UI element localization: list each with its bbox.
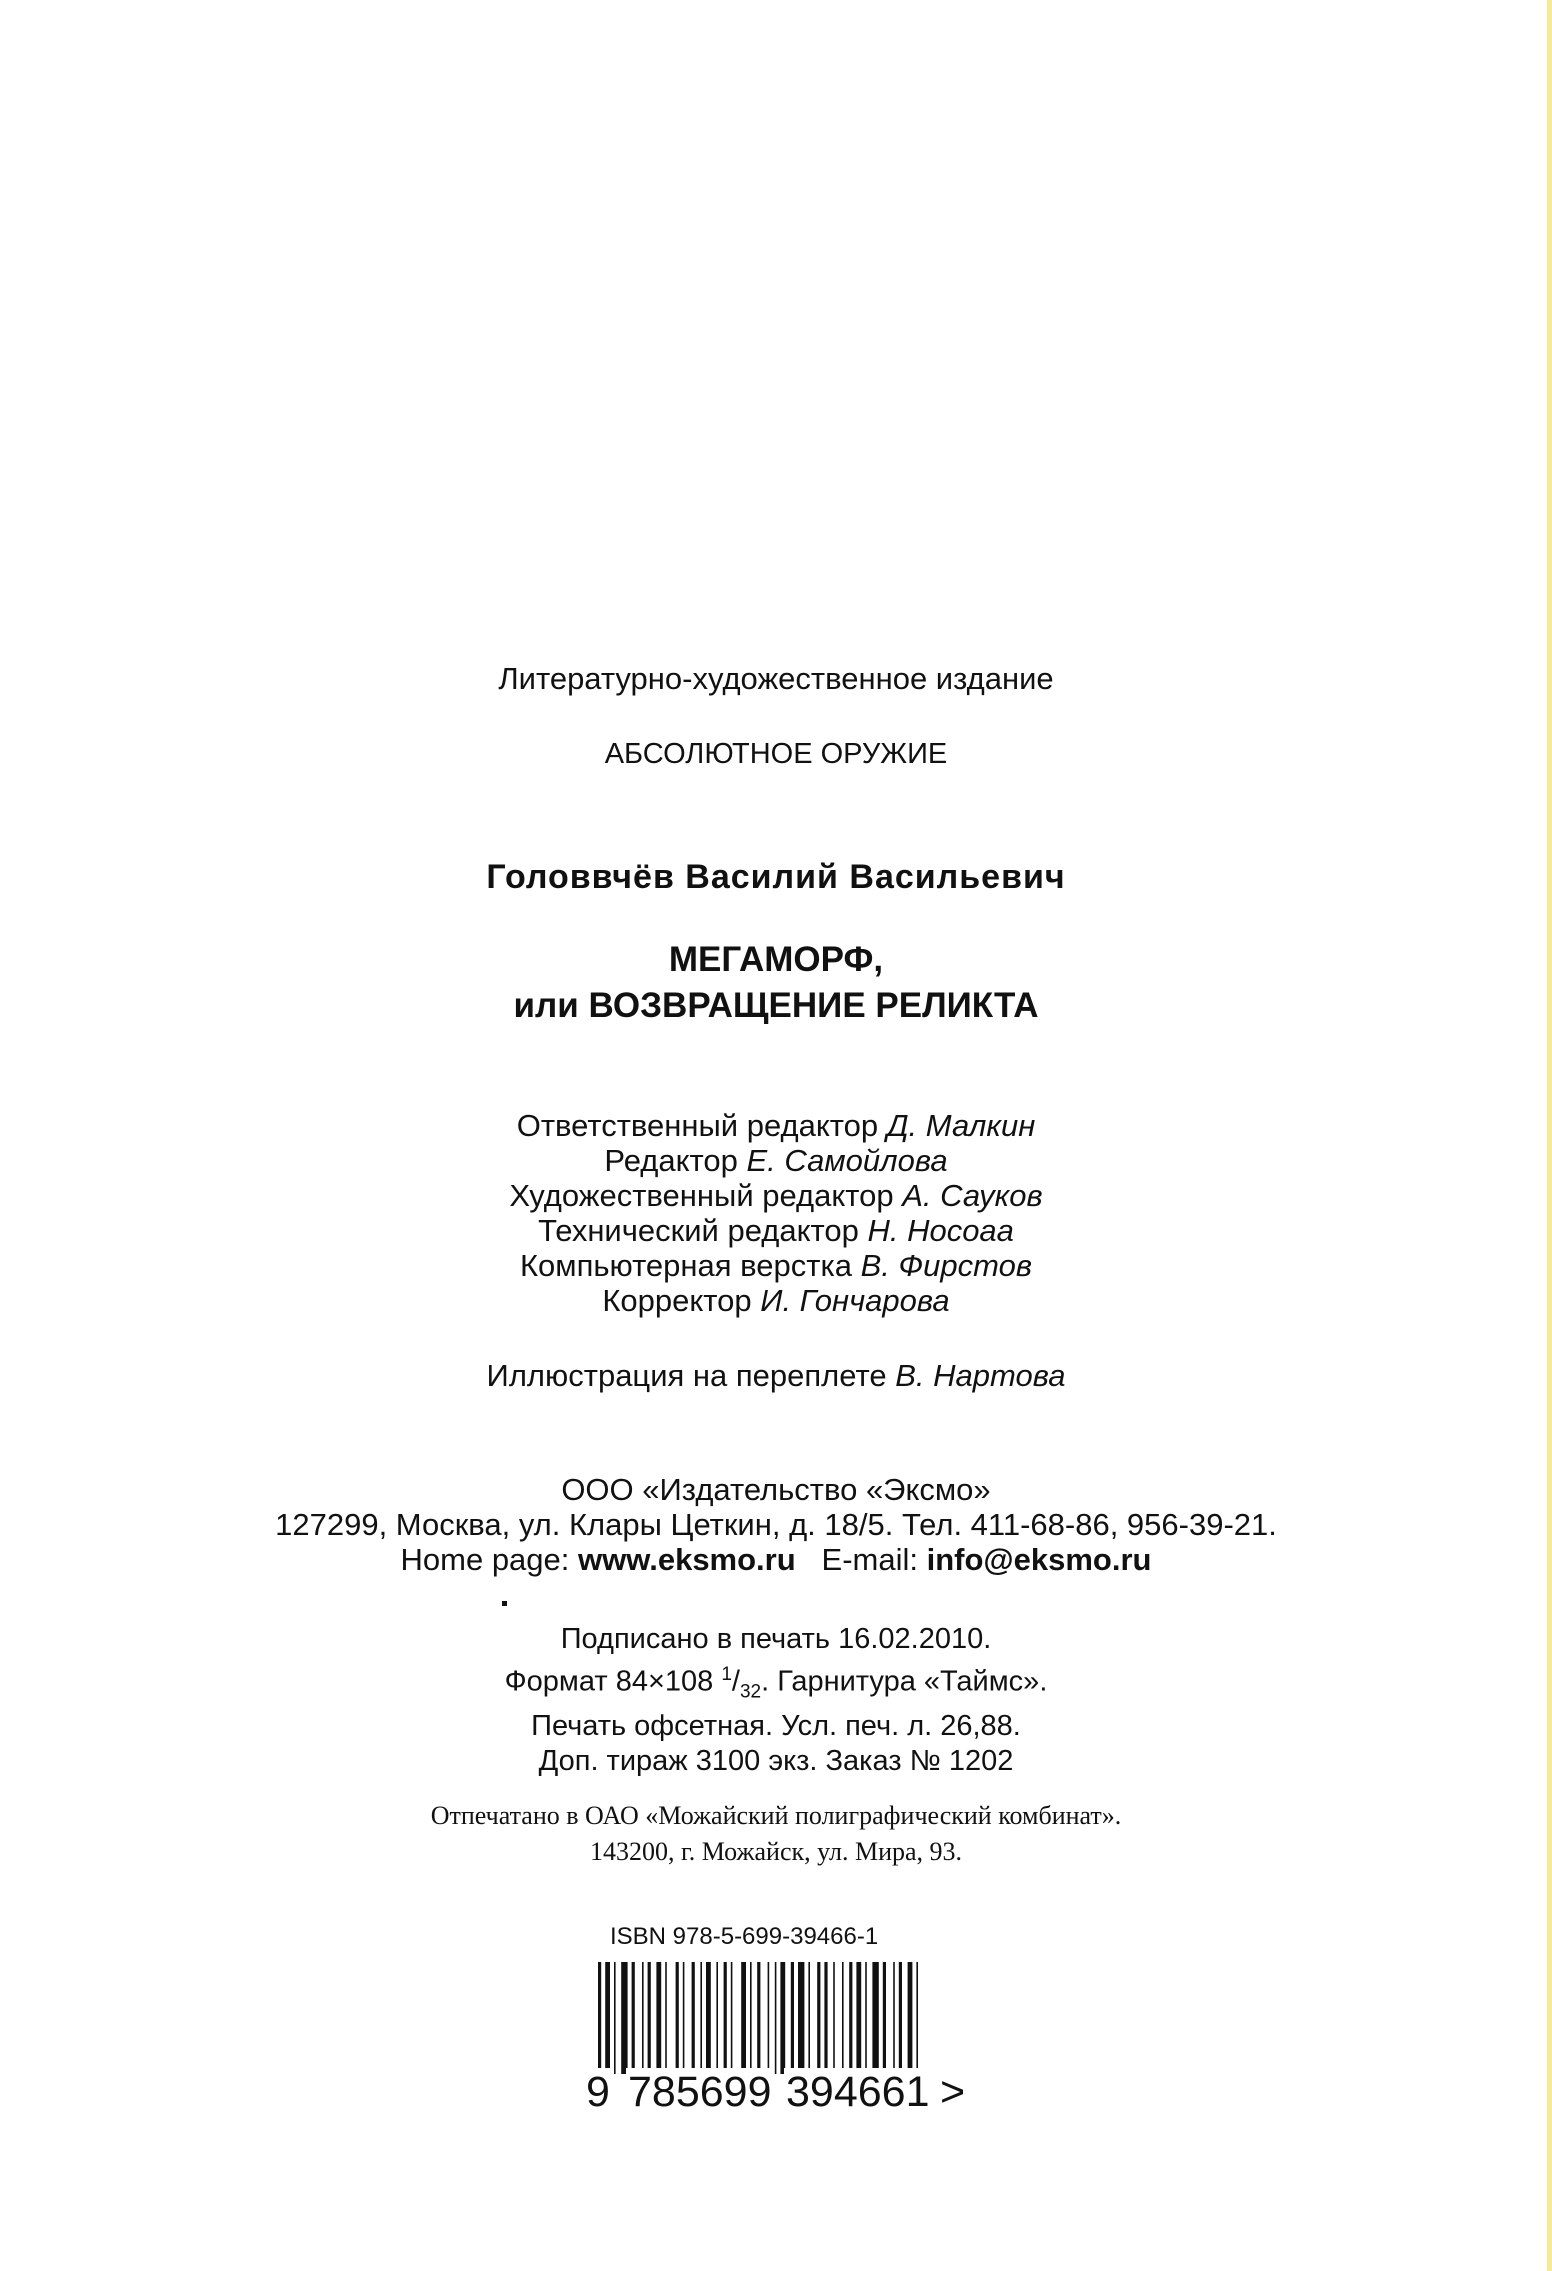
barcode-bar — [731, 1962, 733, 2074]
barcode-bar — [872, 1962, 878, 2074]
barcode-bar — [908, 1962, 913, 2074]
barcode-bar — [893, 1962, 895, 2074]
barcode-bar — [656, 1962, 661, 2074]
barcode-bar — [824, 1962, 827, 2074]
printing-line: Печать офсетная. Усл. печ. л. 26,88. — [531, 1710, 1021, 1743]
barcode-bar — [833, 1962, 835, 2074]
credit-line: Редактор Е. Самойлова — [604, 1143, 948, 1178]
credit-line: Художественный редактор А. Сауков — [509, 1178, 1043, 1213]
credit-line: Технический редактор Н. Носоаа — [538, 1213, 1014, 1248]
book-title-line2: или ВОЗВРАЩЕНИЕ РЕЛИКТА — [513, 986, 1039, 1025]
barcode-bar — [621, 1962, 627, 2074]
isbn-number: ISBN 978-5-699-39466-1 — [610, 1923, 879, 1950]
barcode-end-mark: > — [940, 2068, 966, 2116]
barcode-bar — [706, 1962, 711, 2074]
printer-line2: 143200, г. Можайск, ул. Мира, 93. — [589, 1837, 963, 1866]
credit-line: Ответственный редактор Д. Малкин — [516, 1108, 1036, 1143]
barcode-bar — [808, 1962, 810, 2074]
barcode-bar — [849, 1962, 852, 2074]
barcode-bar — [791, 1962, 794, 2074]
barcode-bar — [899, 1962, 902, 2074]
book-title-line1: МЕГАМОРФ, — [668, 940, 884, 979]
barcode-bar — [676, 1962, 679, 2074]
barcode-bar — [700, 1962, 702, 2074]
signed-to-print: Подписано в печать 16.02.2010. — [560, 1623, 992, 1655]
barcode-bar — [842, 1962, 844, 2074]
publisher-address: 127299, Москва, ул. Клары Цеткин, д. 18/5. Тел. 411-68-86, 956-39-21. — [275, 1507, 1277, 1542]
barcode-bar — [642, 1962, 644, 2074]
home-page-link[interactable]: www.eksmo.ru — [578, 1542, 796, 1577]
print-details — [0, 1622, 1552, 1779]
barcode-bar — [692, 1962, 695, 2074]
barcode-bar — [716, 1962, 718, 2074]
format-line: Формат 84×108 $^1/_{32}$. Гарнитура «Таймс». — [504, 1664, 1048, 1703]
printer-info — [0, 1798, 1552, 1870]
barcode-bar — [724, 1962, 727, 2074]
printer-line1: Отпечатано в ОАО «Можайский полиграфический комбинат». — [430, 1801, 1122, 1830]
illustration-credit: Иллюстрация на переплете В. Нартова — [486, 1358, 1066, 1393]
barcode-bar — [775, 1962, 777, 2074]
barcode-bar — [856, 1962, 861, 2074]
edition-type: Литературно-художественное издание — [498, 661, 1054, 696]
barcode-bar — [683, 1962, 685, 2074]
publisher-web: Home page: www.eksmo.ru E-mail: info@eksmo.ru — [400, 1542, 1152, 1577]
barcode-bar — [883, 1962, 886, 2074]
publisher-name: ООО «Издательство «Эксмо» — [561, 1472, 991, 1507]
credits-list — [0, 1108, 1552, 1318]
barcode-bar — [741, 1962, 746, 2074]
email-link[interactable]: info@eksmo.ru — [926, 1542, 1152, 1577]
barcode-bar — [768, 1962, 770, 2074]
barcode-bar — [632, 1962, 635, 2074]
barcode-bar — [605, 1962, 610, 2074]
barcode-bar — [648, 1962, 651, 2074]
barcode-bar — [614, 1962, 616, 2074]
credit-line: Корректор И. Гончарова — [602, 1283, 950, 1318]
circulation-line: Доп. тираж 3100 экз. Заказ № 1202 — [538, 1745, 1014, 1778]
barcode-bar — [817, 1962, 820, 2074]
barcode-bar — [865, 1962, 867, 2074]
author-name: Головвчёв Василий Васильевич — [486, 858, 1066, 896]
barcode-bar — [798, 1962, 804, 2074]
stray-dot — [502, 1601, 507, 1606]
credit-line: Компьютерная верстка В. Фирстов — [519, 1248, 1033, 1283]
barcode-bar — [780, 1962, 785, 2074]
series-name: АБСОЛЮТНОЕ ОРУЖИЕ — [604, 738, 948, 770]
publisher-info — [0, 1472, 1552, 1577]
barcode-bar — [665, 1962, 667, 2074]
barcode-digits-group1: 785699 — [628, 2068, 772, 2116]
barcode-digit-first: 9 — [586, 2068, 610, 2116]
barcode-digits-group2: 394661 — [786, 2068, 930, 2116]
